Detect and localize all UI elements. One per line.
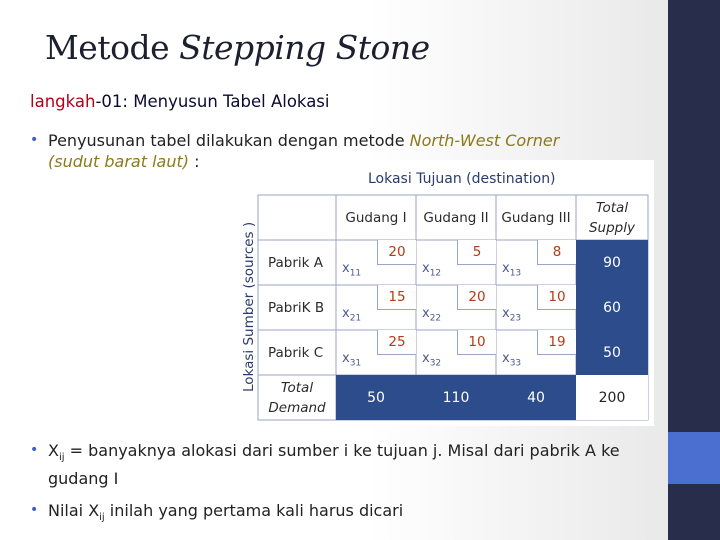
cost-value: 20 bbox=[377, 240, 416, 265]
bullet-xij-first: • Nilai $X_{ij}$ inilah yang pertama kali harus dicari bbox=[30, 501, 404, 524]
destination-label: Lokasi Tujuan (destination) bbox=[368, 171, 556, 187]
variable-label: $x_{12}$ bbox=[422, 261, 442, 279]
demand-value: 110 bbox=[416, 375, 496, 420]
allocation-cell bbox=[336, 285, 416, 330]
cost-value: 25 bbox=[377, 330, 416, 355]
allocation-cell bbox=[496, 285, 576, 330]
row-header-pabrik-b: PabriK B bbox=[268, 299, 325, 316]
source-label: Lokasi Sumber (sources ) bbox=[241, 221, 257, 392]
cost-value: 19 bbox=[537, 330, 576, 355]
supply-value: 90 bbox=[576, 240, 648, 285]
step-heading: langkah-01: Menyusun Tabel Alokasi bbox=[30, 92, 330, 111]
demand-value: 40 bbox=[496, 375, 576, 420]
cost-value: 20 bbox=[457, 285, 496, 310]
allocation-cell bbox=[416, 240, 496, 285]
total-supply-header: Total Supply bbox=[588, 199, 635, 236]
variable-label: $x_{21}$ bbox=[342, 306, 362, 324]
bullet-dot-icon: • bbox=[30, 442, 39, 458]
column-header-gudang-3: Gudang III bbox=[501, 209, 571, 226]
column-header-gudang-2: Gudang II bbox=[423, 209, 489, 226]
supply-value: 60 bbox=[576, 285, 648, 330]
grand-total: 200 bbox=[576, 375, 648, 420]
variable-label: $x_{22}$ bbox=[422, 306, 442, 324]
allocation-cell bbox=[496, 330, 576, 375]
cost-value: 10 bbox=[537, 285, 576, 310]
bullet-dot-icon: • bbox=[30, 502, 39, 518]
cost-value: 5 bbox=[457, 240, 496, 265]
bullet-dot-icon: • bbox=[30, 132, 39, 148]
variable-label: $x_{23}$ bbox=[502, 306, 522, 324]
bullet-xij-definition: • $X_{ij}$ = banyaknya alokasi dari sumber i ke tujuan j. Misal dari pabrik A ke gudang I bbox=[30, 441, 620, 489]
allocation-cell bbox=[336, 240, 416, 285]
variable-label: $x_{31}$ bbox=[342, 351, 362, 369]
column-header-gudang-1: Gudang I bbox=[345, 209, 407, 226]
allocation-cell bbox=[416, 285, 496, 330]
allocation-cell bbox=[496, 240, 576, 285]
variable-label: $x_{13}$ bbox=[502, 261, 522, 279]
slide-title: Metode Stepping Stone bbox=[45, 28, 430, 67]
total-demand-header: Total Demand bbox=[268, 379, 326, 416]
bullet-method: • Penyusunan tabel dilakukan dengan metode North-West Corner (sudut barat laut) : bbox=[30, 131, 560, 171]
variable-label: $x_{33}$ bbox=[502, 351, 522, 369]
variable-label: $x_{32}$ bbox=[422, 351, 442, 369]
cost-value: 15 bbox=[377, 285, 416, 310]
allocation-cell bbox=[416, 330, 496, 375]
allocation-cell bbox=[336, 330, 416, 375]
supply-value: 50 bbox=[576, 330, 648, 375]
row-header-pabrik-c: Pabrik C bbox=[268, 344, 324, 361]
allocation-table-figure bbox=[228, 160, 654, 426]
row-header-pabrik-a: Pabrik A bbox=[268, 254, 324, 271]
sidebar-accent-block bbox=[668, 432, 720, 484]
demand-value: 50 bbox=[336, 375, 416, 420]
variable-label: $x_{11}$ bbox=[342, 261, 362, 279]
cost-value: 8 bbox=[537, 240, 576, 265]
cost-value: 10 bbox=[457, 330, 496, 355]
